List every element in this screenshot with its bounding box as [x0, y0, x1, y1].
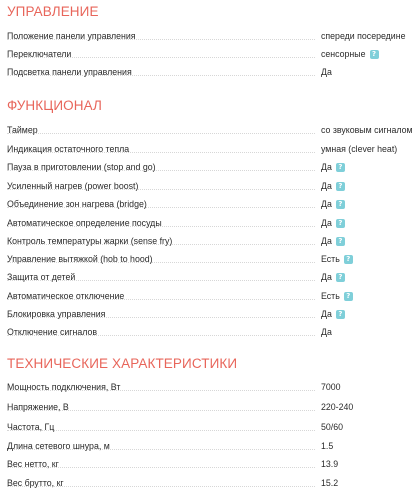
spec-name: Управление вытяжкой (hob to hood) — [7, 254, 153, 264]
spec-value — [321, 158, 345, 176]
spec-value — [321, 214, 345, 232]
spec-value-text: умная (clever heat) — [321, 144, 398, 154]
spec-value — [321, 268, 345, 286]
spec-name: Таймер — [7, 125, 38, 135]
spec-value-text: сенсорные — [321, 49, 366, 59]
spec-value — [321, 121, 413, 139]
spec-name: Положение панели управления — [7, 31, 136, 41]
spec-value-text: 13.9 — [321, 459, 339, 469]
spec-name: Усиленный нагрев (power boost) — [7, 181, 139, 191]
question-icon[interactable]: ? — [344, 255, 353, 264]
spec-value-text: со звуковым сигналом — [321, 125, 413, 135]
spec-name: Блокировка управления — [7, 309, 106, 319]
spec-row — [7, 378, 411, 396]
spec-value — [321, 418, 343, 436]
spec-value-text: Да — [321, 67, 332, 77]
spec-value — [321, 305, 345, 323]
spec-name: Объединение зон нагрева (bridge) — [7, 199, 147, 209]
question-icon[interactable]: ? — [336, 310, 345, 319]
spec-name: Защита от детей — [7, 272, 76, 282]
spec-row — [7, 63, 411, 81]
spec-value-text: спереди посередине — [321, 31, 406, 41]
spec-value-text: Да — [321, 199, 332, 209]
spec-name: Индикация остаточного тепла — [7, 144, 130, 154]
spec-name: Пауза в приготовлении (stop and go) — [7, 162, 156, 172]
question-icon[interactable]: ? — [336, 182, 345, 191]
spec-row — [7, 140, 411, 158]
spec-value — [321, 140, 397, 158]
spec-value — [321, 455, 338, 473]
spec-value-text: Есть — [321, 291, 340, 301]
spec-name: Отключение сигналов — [7, 327, 98, 337]
spec-row — [7, 214, 411, 232]
spec-name: Контроль температуры жарки (sense fry) — [7, 236, 173, 246]
spec-row — [7, 27, 411, 45]
section-title: ТЕХНИЧЕСКИЕ ХАРАКТЕРИСТИКИ — [7, 356, 238, 371]
spec-value — [321, 45, 379, 63]
spec-value — [321, 398, 353, 416]
spec-value-text: Есть — [321, 254, 340, 264]
dotted-leader — [7, 133, 315, 134]
spec-value — [321, 250, 353, 268]
spec-row — [7, 305, 411, 323]
spec-value-text: 7000 — [321, 382, 341, 392]
spec-name: Вес брутто, кг — [7, 478, 64, 488]
spec-name: Длина сетевого шнура, м — [7, 441, 110, 451]
spec-name: Подсветка панели управления — [7, 67, 132, 77]
spec-row — [7, 232, 411, 250]
spec-value-text: Да — [321, 272, 332, 282]
spec-row — [7, 158, 411, 176]
spec-value-text: Да — [321, 162, 332, 172]
spec-name: Напряжение, В — [7, 402, 69, 412]
spec-row — [7, 250, 411, 268]
spec-value-text: Да — [321, 236, 332, 246]
spec-row — [7, 121, 411, 139]
spec-value — [321, 195, 345, 213]
section-title: УПРАВЛЕНИЕ — [7, 4, 99, 19]
spec-value — [321, 232, 345, 250]
spec-value-text: 220-240 — [321, 402, 354, 412]
spec-value-text: 1.5 — [321, 441, 334, 451]
spec-value-text: Да — [321, 181, 332, 191]
section-title: ФУНКЦИОНАЛ — [7, 98, 102, 113]
spec-name: Частота, Гц — [7, 422, 55, 432]
spec-value — [321, 474, 338, 492]
spec-row — [7, 177, 411, 195]
question-icon[interactable]: ? — [336, 200, 345, 209]
spec-row — [7, 474, 411, 492]
spec-value-text: Да — [321, 327, 332, 337]
spec-name: Переключатели — [7, 49, 72, 59]
spec-row — [7, 398, 411, 416]
spec-value-text: Да — [321, 309, 332, 319]
spec-value — [321, 177, 345, 195]
spec-row — [7, 287, 411, 305]
spec-row — [7, 437, 411, 455]
spec-name: Вес нетто, кг — [7, 459, 59, 469]
spec-name: Мощность подключения, Вт — [7, 382, 121, 392]
spec-row — [7, 45, 411, 63]
question-icon[interactable]: ? — [336, 219, 345, 228]
spec-value — [321, 378, 341, 396]
question-icon[interactable]: ? — [344, 292, 353, 301]
spec-row — [7, 268, 411, 286]
spec-value — [321, 287, 353, 305]
spec-name: Автоматическое определение посуды — [7, 218, 162, 228]
question-icon[interactable]: ? — [336, 273, 345, 282]
spec-value-text: 15.2 — [321, 478, 339, 488]
spec-row — [7, 323, 411, 341]
spec-value — [321, 27, 405, 45]
spec-value — [321, 63, 332, 81]
question-icon[interactable]: ? — [336, 237, 345, 246]
question-icon[interactable]: ? — [370, 50, 379, 59]
spec-value — [321, 437, 333, 455]
question-icon[interactable]: ? — [336, 163, 345, 172]
spec-row — [7, 418, 411, 436]
spec-value-text: Да — [321, 218, 332, 228]
spec-name: Автоматическое отключение — [7, 291, 125, 301]
spec-row — [7, 195, 411, 213]
spec-value-text: 50/60 — [321, 422, 344, 432]
spec-row — [7, 455, 411, 473]
spec-value — [321, 323, 332, 341]
